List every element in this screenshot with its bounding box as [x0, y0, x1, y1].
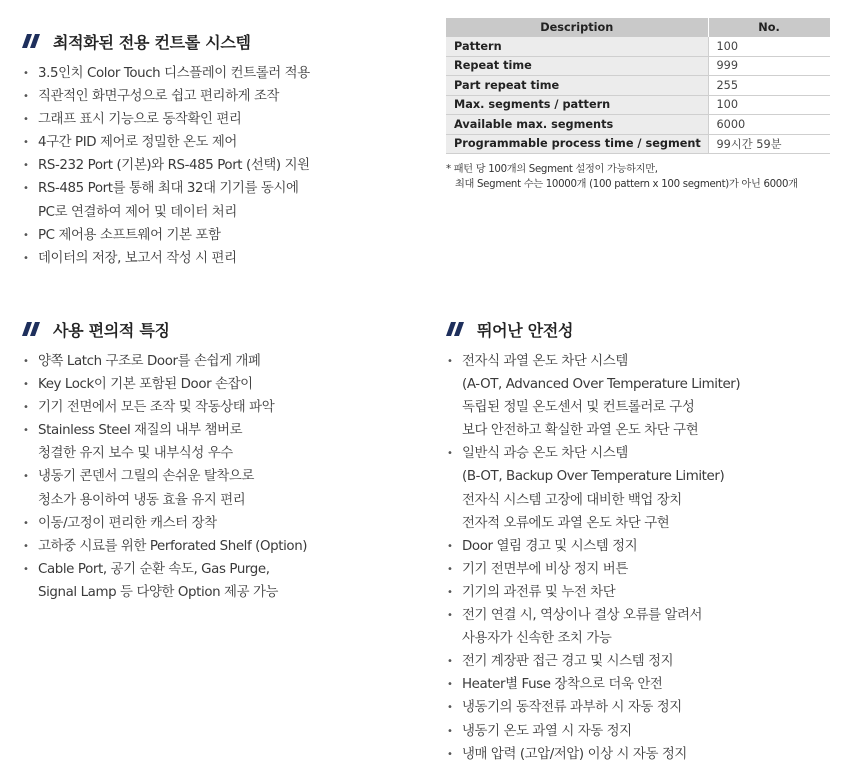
double-slash-icon: [22, 34, 42, 48]
list-item-text: • 데이터의 저장, 보고서 작성 시 편리: [38, 250, 237, 266]
list-item-text: • Stainless Steel 재질의 내부 챔버로: [38, 423, 243, 439]
list-item: [22, 558, 307, 604]
footnote-line-2: 최대 Segment 수는 10000개 (100 pattern x 100 segment)가 아닌 6000개: [455, 179, 798, 190]
list-item: [446, 743, 740, 766]
row-label: Part repeat time: [446, 76, 708, 96]
list-item-text: • 기기의 과전류 및 누전 차단: [462, 584, 616, 600]
list-item: [22, 177, 310, 223]
list-item: [22, 85, 310, 108]
list-item: [446, 535, 740, 558]
list-item-text: • 고하중 시료를 위한 Perforated Shelf (Option): [38, 538, 308, 554]
list-item-text: • 그래프 표시 기능으로 동작확인 편리: [38, 112, 242, 128]
section-title: 최적화된 전용 컨트롤 시스템: [53, 32, 251, 52]
list-item-text: • RS-232 Port (기본)와 RS-485 Port (선택) 지원: [38, 158, 310, 174]
list-item: [446, 650, 740, 673]
list-item: [446, 442, 740, 534]
list-item-text: • 일반식 과승 온도 차단 시스템: [462, 446, 628, 462]
list-item-text: • PC 제어용 소프트웨어 기본 포함: [38, 227, 221, 243]
list-item-text: • 냉동기 온도 과열 시 자동 정지: [462, 723, 632, 739]
row-value: 999: [708, 56, 830, 76]
row-label: Repeat time: [446, 56, 708, 76]
list-item: [22, 62, 310, 85]
row-value: 99시간 59분: [708, 134, 830, 154]
table-header-row: [446, 18, 830, 37]
list-item-text: • 양쪽 Latch 구조로 Door를 손쉽게 개폐: [38, 354, 261, 369]
list-item-text: PC로 연결하여 제어 및 데이터 처리: [38, 204, 237, 220]
list-item: [446, 350, 740, 442]
list-item-text: • 전기 연결 시, 역상이나 결상 오류를 알려서: [462, 608, 703, 624]
list-item: [22, 154, 310, 177]
list-item-text: • 직관적인 화면구성으로 쉽고 편리하게 조작: [38, 89, 280, 105]
list-item-text: 청소가 용이하여 냉동 효율 유지 편리: [38, 492, 246, 508]
list-item-text: • 전기 계장판 접근 경고 및 시스템 정지: [462, 654, 674, 670]
row-label: Pattern: [446, 37, 708, 56]
list-item-text: • 냉매 압력 (고압/저압) 이상 시 자동 정지: [462, 746, 687, 762]
section-title-row: [446, 316, 740, 342]
spec-table-block: [446, 18, 830, 192]
list-item: [22, 108, 310, 131]
list-item-text: • 전자식 과열 온도 차단 시스템: [462, 354, 628, 369]
row-value: 255: [708, 76, 830, 96]
double-slash-icon: [22, 322, 42, 336]
list-item-text: Signal Lamp 등 다양한 Option 제공 가능: [38, 584, 279, 600]
list-item-text: (A-OT, Advanced Over Temperature Limiter): [462, 377, 741, 393]
table-row: [446, 37, 830, 56]
row-label: Max. segments / pattern: [446, 95, 708, 115]
list-item-text: • 냉동기 콘덴서 그릴의 손쉬운 탈착으로: [38, 469, 254, 485]
section-title: 뛰어난 안전성: [477, 320, 574, 340]
list-item: [22, 512, 307, 535]
list-item-text: • 3.5인치 Color Touch 디스플레이 컨트롤러 적용: [38, 66, 310, 81]
list-item: [22, 350, 307, 373]
table-row: [446, 134, 830, 154]
list-item-text: • 4구간 PID 제어로 정밀한 온도 제어: [38, 135, 237, 151]
double-slash-icon: [446, 322, 466, 336]
section-title: 사용 편의적 특징: [53, 320, 170, 340]
list-item-text: 청결한 유지 보수 및 내부식성 우수: [38, 446, 233, 462]
list-item-text: • 냉동기의 동작전류 과부하 시 자동 정지: [462, 700, 682, 716]
list-item-text: 사용자가 신속한 조치 가능: [462, 631, 612, 647]
row-value: 6000: [708, 115, 830, 135]
list-item-text: • Cable Port, 공기 순환 속도, Gas Purge,: [38, 561, 270, 577]
list-item-text: 독립된 정밀 온도센서 및 컨트롤러로 구성: [462, 400, 695, 416]
row-value: 100: [708, 37, 830, 56]
section-title-row: [22, 316, 307, 342]
row-label: Programmable process time / segment: [446, 134, 708, 154]
list-item-text: (B-OT, Backup Over Temperature Limiter): [462, 469, 725, 485]
list-item-text: 보다 안전하고 확실한 과열 온도 차단 구현: [462, 423, 699, 439]
list-item: [446, 558, 740, 581]
column-header-description: Description: [446, 18, 708, 37]
list-item-text: • Key Lock이 기본 포함된 Door 손잡이: [38, 377, 253, 393]
spec-table: [446, 18, 831, 154]
list-item: [446, 720, 740, 743]
list-item-text: • 이동/고정이 편리한 캐스터 장착: [38, 515, 217, 531]
list-item: [446, 696, 740, 719]
list-item: [446, 581, 740, 604]
table-row: [446, 95, 830, 115]
table-footnote: [446, 162, 830, 192]
list-item: [22, 396, 307, 419]
list-item-text: 전자적 오류에도 과열 온도 차단 구현: [462, 515, 670, 531]
list-item: [22, 465, 307, 511]
list-item-text: • Door 열림 경고 및 시스템 정지: [462, 538, 638, 554]
table-row: [446, 115, 830, 135]
list-item: [22, 373, 307, 396]
table-body: [446, 37, 830, 154]
bullet-list: [22, 62, 310, 270]
row-value: 100: [708, 95, 830, 115]
list-item-text: • Heater별 Fuse 장착으로 더욱 안전: [462, 677, 663, 693]
list-item: [22, 247, 310, 270]
table-row: [446, 76, 830, 96]
list-item: [446, 673, 740, 696]
column-header-no: No.: [708, 18, 830, 37]
list-item-text: • 기기 전면부에 비상 정지 버튼: [462, 561, 628, 577]
footnote-line-1: * 패턴 당 100개의 Segment 설정이 가능하지만,: [446, 164, 658, 175]
table-row: [446, 56, 830, 76]
list-item-text: • RS-485 Port를 통해 최대 32대 기기를 동시에: [38, 181, 299, 197]
list-item-text: • 기기 전면에서 모든 조작 및 작동상태 파악: [38, 400, 275, 416]
list-item: [22, 535, 307, 558]
list-item: [22, 224, 310, 247]
section-safety: [446, 316, 740, 766]
bullet-list: [22, 350, 307, 604]
section-convenience: [22, 316, 307, 604]
section-title-row: [22, 28, 310, 54]
row-label: Available max. segments: [446, 115, 708, 135]
list-item-text: 전자식 시스템 고장에 대비한 백업 장치: [462, 492, 682, 508]
list-item: [446, 604, 740, 650]
list-item: [22, 131, 310, 154]
section-control-system: [22, 28, 310, 270]
bullet-list: [446, 350, 740, 766]
list-item: [22, 419, 307, 465]
